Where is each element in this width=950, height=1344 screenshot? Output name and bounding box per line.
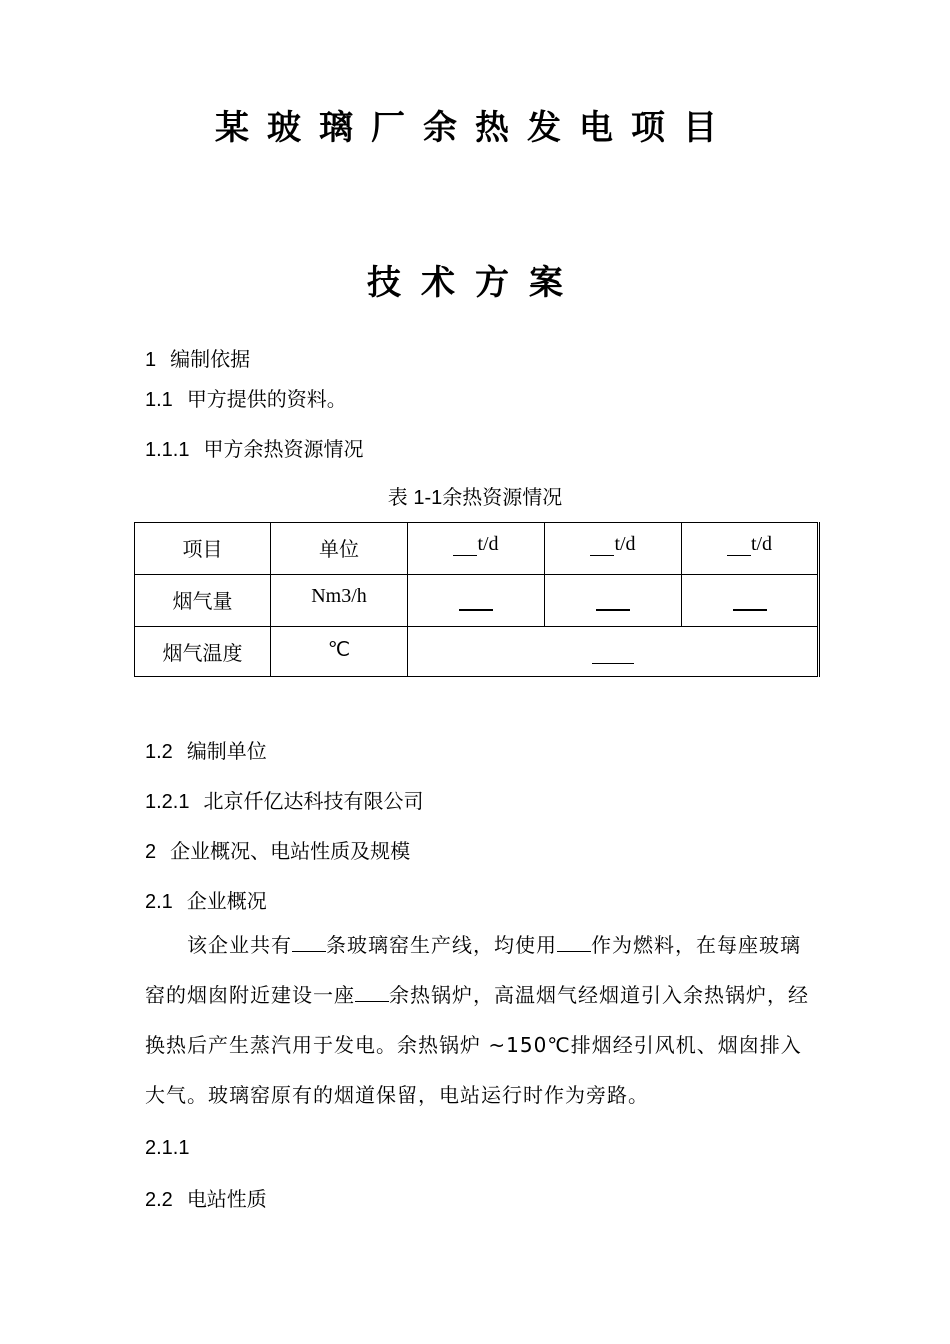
paragraph-text: 条玻璃窑生产线，均使用 <box>326 933 557 957</box>
section-1-2-1-heading <box>145 785 423 814</box>
table-caption <box>0 481 950 510</box>
paragraph-text: 余热锅炉，高温烟气经烟道引入余热锅炉，经换热后产生蒸汽用于发电。余热锅炉 ~150℃排烟经引风机、烟囱排入大气。玻璃窑原有的烟道保留，电站运行时作为旁路。 <box>145 983 809 1107</box>
blank-field <box>727 535 751 556</box>
unit-label: t/d <box>477 533 499 555</box>
section-text: 编制依据 <box>170 347 251 371</box>
document-subtitle: 技术方案 <box>367 263 583 303</box>
row-label: 烟气量 <box>135 575 271 627</box>
blank-field <box>453 535 477 556</box>
row-unit: ℃ <box>271 627 408 677</box>
section-text: 甲方余热资源情况 <box>203 437 364 461</box>
paragraph-text: 作为燃料，在每座玻璃窑的烟囱附近建设一座 <box>145 933 801 1007</box>
table-row-flue-gas-volume <box>135 575 819 627</box>
section-text: 企业概况 <box>186 889 267 913</box>
table-row-flue-gas-temperature <box>135 627 819 677</box>
blank-field <box>592 663 634 664</box>
section-number: 2.2 <box>145 1189 173 1211</box>
table-caption-number: 表 1-1 <box>387 487 443 509</box>
section-1-2-heading <box>145 735 267 764</box>
section-2-heading <box>145 835 410 864</box>
section-2-2-heading <box>145 1183 267 1212</box>
section-1-1-1-heading <box>145 433 363 462</box>
section-number: 1.1 <box>145 389 173 411</box>
blank-cell <box>408 575 545 627</box>
row-unit: Nm3/h <box>271 575 408 627</box>
header-item: 项目 <box>135 523 271 575</box>
section-2-1-1-heading <box>145 1135 203 1160</box>
section-1-1-heading <box>145 383 347 412</box>
section-2-1-heading <box>145 885 267 914</box>
table-caption-text: 余热资源情况 <box>442 485 563 509</box>
section-number: 1.2 <box>145 741 173 763</box>
section-number: 1.1.1 <box>145 439 190 461</box>
unit-label: t/d <box>750 533 773 555</box>
header-capacity-1 <box>408 523 545 575</box>
blank-cell <box>545 575 682 627</box>
section-number: 2.1 <box>145 891 173 913</box>
blank-field <box>733 609 767 611</box>
section-text: 甲方提供的资料。 <box>186 387 347 411</box>
table-header-row <box>135 523 819 575</box>
section-text: 编制单位 <box>186 739 267 763</box>
row-label: 烟气温度 <box>135 627 271 677</box>
blank-field <box>596 609 630 611</box>
blank-field <box>459 609 493 611</box>
blank-field <box>355 983 389 1002</box>
document-title: 某玻璃厂余热发电项目 <box>215 108 735 148</box>
blank-cell <box>408 627 819 677</box>
blank-field <box>590 535 614 556</box>
section-text: 企业概况、电站性质及规模 <box>170 839 411 863</box>
header-unit: 单位 <box>271 523 408 575</box>
section-number: 2 <box>145 841 157 863</box>
blank-cell <box>682 575 819 627</box>
header-capacity-3 <box>682 523 819 575</box>
blank-field <box>557 933 591 952</box>
section-number: 1 <box>145 349 157 371</box>
section-1-heading <box>145 343 250 372</box>
header-capacity-2 <box>545 523 682 575</box>
company-overview-paragraph <box>145 920 815 1120</box>
section-text: 北京仟亿达科技有限公司 <box>203 789 424 813</box>
section-text: 电站性质 <box>186 1187 267 1211</box>
waste-heat-table <box>134 522 820 677</box>
paragraph-text: 该企业共有 <box>187 933 292 957</box>
section-number: 2.1.1 <box>145 1137 190 1159</box>
blank-field <box>292 933 326 952</box>
section-number: 1.2.1 <box>145 791 190 813</box>
unit-label: t/d <box>614 533 636 555</box>
